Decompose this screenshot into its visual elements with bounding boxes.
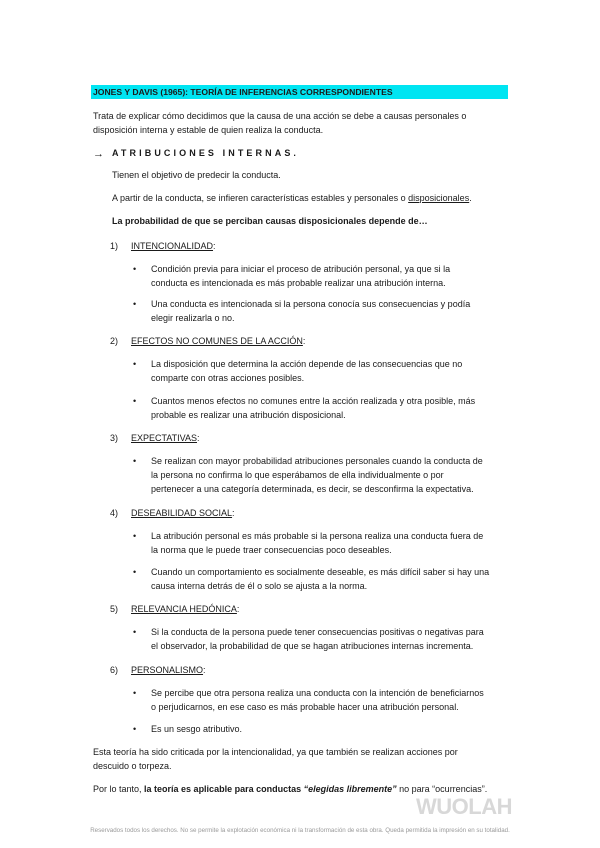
bullet-text-line: comparte con otras acciones posibles. <box>151 373 305 383</box>
paragraph-probability: La probabilidad de que se perciban causas disposicionales depende de… <box>112 216 428 226</box>
closing-line-2: descuido o torpeza. <box>93 761 172 771</box>
bullet-text-line: Se realizan con mayor probabilidad atribuciones personales cuando la conducta de <box>151 456 483 466</box>
factor-label: EFECTOS NO COMUNES DE LA ACCIÓN: <box>131 336 306 346</box>
bullet-text-line: o perjudicarnos, en ese caso es más probable hacer una atribución personal. <box>151 702 459 712</box>
section-heading: ATRIBUCIONES INTERNAS. <box>112 148 300 158</box>
bullet-text-line: La atribución personal es más probable si la persona realiza una conducta fuera de <box>151 531 484 541</box>
intro-line-2: disposición interna y estable de quien realiza la conducta. <box>93 125 324 135</box>
factor-number: 3) <box>109 433 118 443</box>
factor-label: INTENCIONALIDAD: <box>131 241 216 251</box>
bullet-icon: • <box>133 724 137 734</box>
bullet-text-line: pertenecer a una categoría determinada, es decir, se desconfirma la expectativa. <box>151 484 474 494</box>
disposicionales-term: disposicionales <box>408 193 470 203</box>
paragraph-inference: A partir de la conducta, se infieren características estables y personales o disposicionales. <box>112 193 472 203</box>
bullet-text-line: Se percibe que otra persona realiza una conducta con la intención de beneficiarnos <box>151 688 484 698</box>
factor-number: 6) <box>109 665 118 675</box>
bullet-text-line: Condición previa para iniciar el proceso de atribución personal, ya que si la <box>151 264 451 274</box>
factor-number: 2) <box>109 336 118 346</box>
bullet-text-line: Una conducta es intencionada si la persona conocía sus consecuencias y podía <box>151 299 471 309</box>
bullet-icon: • <box>133 688 137 698</box>
bullet-text-line: probable es realizar una atribución disposicional. <box>151 410 346 420</box>
factor-number: 4) <box>109 508 118 518</box>
bullet-icon: • <box>133 627 137 637</box>
intro-line-1: Trata de explicar cómo decidimos que la causa de una acción se debe a causas personales o <box>93 111 467 121</box>
bullet-icon: • <box>133 264 137 274</box>
bullet-text-line: La disposición que determina la acción depende de las consecuencias que no <box>151 359 463 369</box>
final-sentence: Por lo tanto, la teoría es aplicable para conductas “elegidas libremente” no para “ocurrencias”. <box>93 784 488 794</box>
factor-number: 5) <box>109 604 118 614</box>
document-title: JONES Y DAVIS (1965): TEORÍA DE INFERENCIAS CORRESPONDIENTES <box>93 87 393 97</box>
factor-label: DESEABILIDAD SOCIAL: <box>131 508 235 518</box>
bullet-text-line: Cuando un comportamiento es socialmente deseable, es más difícil saber si hay una <box>151 567 490 577</box>
copyright-footer: Reservados todos los derechos. No se permite la explotación económica ni la transformación de esta obra. Queda permitida la impresión en su totalidad. <box>90 827 510 834</box>
bullet-text-line: causa interna detrás de él o solo se ajusta a la norma. <box>151 581 368 591</box>
bullet-icon: • <box>133 567 137 577</box>
factor-label: EXPECTATIVAS: <box>131 433 200 443</box>
bullet-text-line: conducta es intencionada es más probable realizar una atribución interna. <box>151 278 446 288</box>
wuolah-watermark: WUOLAH <box>416 794 512 819</box>
bullet-text-line: la norma que le puede traer consecuencias poco deseables. <box>151 545 392 555</box>
bullet-icon: • <box>133 456 137 466</box>
bullet-text-line: la persona no confirma lo que esperábamos de ella individualmente o por <box>151 470 444 480</box>
bullet-icon: • <box>133 359 137 369</box>
factor-label: PERSONALISMO: <box>131 665 206 675</box>
factor-number: 1) <box>109 241 118 251</box>
paragraph-objective: Tienen el objetivo de predecir la conducta. <box>112 170 281 180</box>
arrow-icon: → <box>93 148 104 160</box>
bullet-icon: • <box>133 531 137 541</box>
bullet-icon: • <box>133 396 137 406</box>
bullet-text-line: el observador, la probabilidad de que se hagan atribuciones internas incrementa. <box>151 641 474 651</box>
bullet-text-line: Es un sesgo atributivo. <box>151 724 243 734</box>
closing-line-1: Esta teoría ha sido criticada por la intencionalidad, ya que también se realizan acciones por <box>93 747 458 757</box>
bullet-icon: • <box>133 299 137 309</box>
bullet-text-line: elegir realizarla o no. <box>151 313 235 323</box>
bullet-text-line: Si la conducta de la persona puede tener consecuencias positivas o negativas para <box>151 627 484 637</box>
bullet-text-line: Cuantos menos efectos no comunes entre la acción realizada y otra posible, más <box>151 396 476 406</box>
factor-label: RELEVANCIA HEDÓNICA: <box>131 604 240 614</box>
